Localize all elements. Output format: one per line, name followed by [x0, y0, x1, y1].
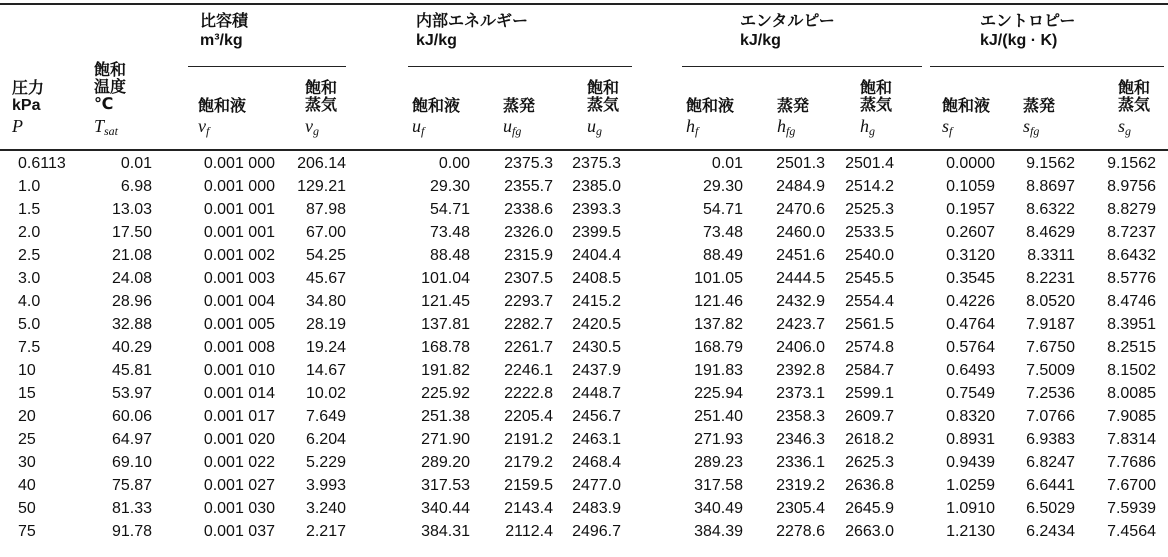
tsat-title-line2: 温度: [94, 79, 127, 96]
cell-hf: 251.40: [694, 408, 743, 425]
cell-hf: 340.49: [694, 500, 743, 517]
cell-sfg: 6.5029: [1026, 500, 1075, 517]
cell-pressure: 40: [18, 477, 36, 494]
cell-ug: 2385.0: [572, 178, 621, 195]
col-symbol-hg: $h_g$: [860, 116, 875, 138]
cell-ufg: 2246.1: [504, 362, 553, 379]
cell-hfg: 2373.1: [776, 385, 825, 402]
cell-hfg: 2346.3: [776, 431, 825, 448]
col-header-ufg: 蒸発: [503, 98, 536, 115]
cell-hf: 317.58: [694, 477, 743, 494]
cell-ufg: 2112.4: [505, 523, 553, 540]
group-header-enthalpy: [740, 12, 835, 50]
cell-hg: 2533.5: [845, 224, 894, 241]
cell-vg: 2.217: [305, 523, 346, 540]
cell-ug: 2430.5: [572, 339, 621, 356]
cell-hfg: 2278.6: [776, 523, 825, 540]
cell-sf: 1.0910: [946, 500, 995, 517]
cell-ufg: 2338.6: [504, 201, 553, 218]
cell-sfg: 7.0766: [1026, 408, 1075, 425]
cell-ug: 2420.5: [572, 316, 621, 333]
cell-vg: 5.229: [305, 454, 346, 471]
cell-hf: 101.05: [694, 270, 743, 287]
cell-ufg: 2179.2: [504, 454, 553, 471]
cell-pressure: 1.0: [18, 178, 41, 195]
cell-hfg: 2392.8: [776, 362, 825, 379]
cell-uf: 137.81: [421, 316, 470, 333]
cell-pressure: 50: [18, 500, 36, 517]
cell-sf: 0.1059: [946, 178, 995, 195]
cell-sfg: 6.8247: [1026, 454, 1075, 471]
cell-tsat: 81.33: [111, 500, 152, 517]
cell-tsat: 6.98: [120, 178, 152, 195]
cell-vf: 0.001 010: [203, 362, 275, 379]
cell-hfg: 2305.4: [776, 500, 825, 517]
cell-tsat: 69.10: [111, 454, 152, 471]
cell-sfg: 8.3311: [1027, 247, 1075, 264]
cell-uf: 168.78: [421, 339, 470, 356]
col-header-sf: 飽和液: [942, 98, 991, 115]
cell-sfg: 6.9383: [1026, 431, 1075, 448]
cell-hg: 2584.7: [845, 362, 894, 379]
cell-sg: 8.9756: [1107, 178, 1156, 195]
cell-sg: 7.7686: [1107, 454, 1156, 471]
cell-tsat: 0.01: [120, 155, 152, 172]
cell-vg: 129.21: [297, 178, 346, 195]
cell-sf: 0.6493: [946, 362, 995, 379]
cell-sg: 8.6432: [1107, 247, 1156, 264]
cell-vg: 14.67: [305, 362, 346, 379]
col-symbol-ug: $u_g$: [587, 116, 602, 138]
cell-hfg: 2358.3: [776, 408, 825, 425]
cell-hfg: 2484.9: [776, 178, 825, 195]
cell-sfg: 8.4629: [1026, 224, 1075, 241]
cell-hg: 2663.0: [845, 523, 894, 540]
cell-hf: 0.01: [711, 155, 743, 172]
cell-pressure: 25: [18, 431, 36, 448]
cell-uf: 225.92: [421, 385, 470, 402]
col-header-hf: 飽和液: [686, 98, 735, 115]
group-header-specific-volume: [200, 12, 248, 50]
cell-uf: 251.38: [421, 408, 470, 425]
col-symbol-sf: $s_f$: [942, 116, 953, 138]
col-header-vf: 飽和液: [198, 98, 247, 115]
cell-tsat: 91.78: [111, 523, 152, 540]
cell-sfg: 8.2231: [1026, 270, 1075, 287]
cell-pressure: 20: [18, 408, 36, 425]
pressure-symbol: P: [12, 116, 23, 136]
cell-hf: 168.79: [694, 339, 743, 356]
cell-hg: 2618.2: [845, 431, 894, 448]
cell-vg: 45.67: [305, 270, 346, 287]
cell-ufg: 2282.7: [504, 316, 553, 333]
cell-hfg: 2470.6: [776, 201, 825, 218]
cell-uf: 0.00: [438, 155, 470, 172]
cell-ufg: 2191.2: [504, 431, 553, 448]
cell-hg: 2561.5: [845, 316, 894, 333]
cell-pressure: 2.0: [18, 224, 41, 241]
tsat-symbol: $T_{sat}$: [94, 116, 119, 138]
cell-sf: 0.2607: [946, 224, 995, 241]
group-rule-enthalpy: [682, 66, 922, 67]
cell-sg: 7.9085: [1107, 408, 1156, 425]
cell-hg: 2636.8: [845, 477, 894, 494]
cell-ufg: 2326.0: [504, 224, 553, 241]
cell-uf: 54.71: [429, 201, 470, 218]
group-title: エンタルピー: [740, 13, 835, 30]
cell-vg: 7.649: [305, 408, 346, 425]
pressure-header: [12, 80, 44, 114]
cell-ug: 2415.2: [572, 293, 621, 310]
cell-hf: 225.94: [694, 385, 743, 402]
cell-sf: 0.9439: [946, 454, 995, 471]
cell-sfg: 7.9187: [1026, 316, 1075, 333]
cell-hf: 88.49: [702, 247, 743, 264]
cell-sfg: 9.1562: [1026, 155, 1075, 172]
cell-vg: 54.25: [305, 247, 346, 264]
cell-vf: 0.001 003: [203, 270, 275, 287]
cell-hfg: 2432.9: [776, 293, 825, 310]
cell-hg: 2525.3: [845, 201, 894, 218]
cell-hg: 2625.3: [845, 454, 894, 471]
cell-vf: 0.001 017: [203, 408, 275, 425]
cell-vg: 10.02: [305, 385, 346, 402]
cell-pressure: 10: [18, 362, 36, 379]
cell-vf: 0.001 020: [203, 431, 275, 448]
cell-ug: 2437.9: [572, 362, 621, 379]
cell-sfg: 6.6441: [1026, 477, 1075, 494]
cell-ufg: 2143.4: [504, 500, 553, 517]
cell-sg: 7.8314: [1107, 431, 1156, 448]
cell-ufg: 2222.8: [504, 385, 553, 402]
cell-vf: 0.001 001: [203, 224, 275, 241]
cell-ufg: 2355.7: [504, 178, 553, 195]
cell-ufg: 2375.3: [504, 155, 553, 172]
group-unit: kJ/kg: [416, 32, 457, 49]
cell-ug: 2483.9: [572, 500, 621, 517]
cell-sf: 0.8320: [946, 408, 995, 425]
col-header-sg: 飽和 蒸気: [1118, 80, 1151, 114]
cell-hg: 2540.0: [845, 247, 894, 264]
cell-hf: 29.30: [702, 178, 743, 195]
cell-hfg: 2406.0: [776, 339, 825, 356]
col-symbol-uf: $u_f$: [412, 116, 425, 138]
cell-vf: 0.001 027: [203, 477, 275, 494]
cell-tsat: 32.88: [111, 316, 152, 333]
cell-uf: 29.30: [429, 178, 470, 195]
cell-pressure: 15: [18, 385, 36, 402]
col-header-uf: 飽和液: [412, 98, 461, 115]
cell-tsat: 17.50: [111, 224, 152, 241]
group-rule-internal-energy: [408, 66, 632, 67]
group-unit: kJ/kg: [740, 32, 781, 49]
cell-sfg: 7.5009: [1026, 362, 1075, 379]
col-header-hg: 飽和 蒸気: [860, 80, 893, 114]
cell-hf: 137.82: [694, 316, 743, 333]
cell-pressure: 4.0: [18, 293, 41, 310]
col-symbol-vf: $v_f$: [198, 116, 210, 138]
cell-uf: 271.90: [421, 431, 470, 448]
cell-vg: 87.98: [305, 201, 346, 218]
cell-uf: 340.44: [421, 500, 470, 517]
cell-sf: 0.0000: [946, 155, 995, 172]
col-symbol-ufg: $u_{fg}$: [503, 116, 522, 138]
cell-ug: 2448.7: [572, 385, 621, 402]
cell-ufg: 2307.5: [504, 270, 553, 287]
cell-pressure: 2.5: [18, 247, 41, 264]
cell-uf: 88.48: [429, 247, 470, 264]
cell-ug: 2408.5: [572, 270, 621, 287]
cell-sg: 8.1502: [1107, 362, 1156, 379]
group-title: エントロピー: [980, 13, 1076, 30]
cell-vf: 0.001 004: [203, 293, 275, 310]
cell-pressure: 3.0: [18, 270, 41, 287]
cell-uf: 101.04: [421, 270, 470, 287]
cell-sg: 8.8279: [1107, 201, 1156, 218]
cell-hfg: 2501.3: [776, 155, 825, 172]
cell-pressure: 75: [18, 523, 36, 540]
cell-hfg: 2444.5: [776, 270, 825, 287]
tsat-header: [94, 62, 126, 113]
cell-uf: 384.31: [421, 523, 470, 540]
cell-sf: 1.2130: [946, 523, 995, 540]
cell-uf: 121.45: [421, 293, 470, 310]
cell-sf: 0.7549: [946, 385, 995, 402]
col-symbol-vg: $v_g$: [305, 116, 319, 138]
cell-pressure: 30: [18, 454, 36, 471]
cell-vf: 0.001 000: [203, 178, 275, 195]
cell-hf: 121.46: [694, 293, 743, 310]
cell-hg: 2514.2: [845, 178, 894, 195]
tsat-unit: ℃: [94, 96, 114, 113]
cell-sg: 8.3951: [1107, 316, 1156, 333]
cell-hf: 54.71: [702, 201, 743, 218]
cell-tsat: 21.08: [111, 247, 152, 264]
cell-pressure: 0.6113: [18, 155, 66, 172]
cell-vg: 3.993: [305, 477, 346, 494]
cell-tsat: 64.97: [111, 431, 152, 448]
cell-vf: 0.001 005: [203, 316, 275, 333]
tsat-title-line1: 飽和: [94, 62, 127, 79]
cell-uf: 289.20: [421, 454, 470, 471]
cell-ug: 2399.5: [572, 224, 621, 241]
cell-vf: 0.001 037: [203, 523, 275, 540]
cell-hg: 2501.4: [845, 155, 894, 172]
cell-tsat: 40.29: [111, 339, 152, 356]
cell-hg: 2554.4: [845, 293, 894, 310]
cell-hfg: 2423.7: [776, 316, 825, 333]
cell-sg: 7.6700: [1107, 477, 1156, 494]
col-header-sfg: 蒸発: [1023, 98, 1056, 115]
cell-tsat: 13.03: [111, 201, 152, 218]
group-title: 内部エネルギー: [416, 13, 529, 30]
group-unit: kJ/(kg · K): [980, 32, 1058, 49]
cell-tsat: 75.87: [111, 477, 152, 494]
cell-ug: 2463.1: [572, 431, 621, 448]
cell-hg: 2545.5: [845, 270, 894, 287]
col-symbol-hf: $h_f$: [686, 116, 699, 138]
cell-sf: 0.8931: [946, 431, 995, 448]
cell-tsat: 24.08: [111, 270, 152, 287]
group-rule-entropy: [930, 66, 1164, 67]
cell-hfg: 2336.1: [776, 454, 825, 471]
cell-uf: 317.53: [421, 477, 470, 494]
cell-sf: 1.0259: [946, 477, 995, 494]
cell-sg: 7.5939: [1107, 500, 1156, 517]
top-rule: [0, 3, 1168, 5]
cell-ug: 2375.3: [572, 155, 621, 172]
cell-hfg: 2460.0: [776, 224, 825, 241]
cell-vg: 19.24: [305, 339, 346, 356]
cell-ug: 2496.7: [572, 523, 621, 540]
col-symbol-hfg: $h_{fg}$: [777, 116, 796, 138]
cell-sf: 0.1957: [946, 201, 995, 218]
cell-sg: 7.4564: [1107, 523, 1156, 540]
cell-vg: 3.240: [305, 500, 346, 517]
col-header-hfg: 蒸発: [777, 98, 810, 115]
cell-sf: 0.4226: [946, 293, 995, 310]
cell-hg: 2645.9: [845, 500, 894, 517]
cell-vg: 6.204: [305, 431, 346, 448]
cell-sf: 0.3120: [946, 247, 995, 264]
cell-ufg: 2205.4: [504, 408, 553, 425]
cell-tsat: 60.06: [111, 408, 152, 425]
pressure-title: 圧力: [12, 80, 45, 97]
cell-vf: 0.001 014: [203, 385, 275, 402]
cell-ug: 2456.7: [572, 408, 621, 425]
cell-sg: 8.5776: [1107, 270, 1156, 287]
cell-hg: 2574.8: [845, 339, 894, 356]
cell-pressure: 1.5: [18, 201, 41, 218]
cell-sg: 8.4746: [1107, 293, 1156, 310]
group-header-internal-energy: [416, 12, 528, 50]
cell-sfg: 8.0520: [1026, 293, 1075, 310]
cell-hf: 191.83: [694, 362, 743, 379]
cell-hg: 2609.7: [845, 408, 894, 425]
cell-vf: 0.001 008: [203, 339, 275, 356]
cell-sfg: 6.2434: [1026, 523, 1075, 540]
group-unit: m³/kg: [200, 32, 243, 49]
cell-tsat: 53.97: [111, 385, 152, 402]
col-header-ug: 飽和 蒸気: [587, 80, 620, 114]
cell-ufg: 2261.7: [504, 339, 553, 356]
col-symbol-sfg: $s_{fg}$: [1023, 116, 1040, 138]
group-rule-specific-volume: [188, 66, 346, 67]
cell-vg: 67.00: [305, 224, 346, 241]
cell-sf: 0.4764: [946, 316, 995, 333]
cell-uf: 73.48: [429, 224, 470, 241]
cell-vf: 0.001 000: [203, 155, 275, 172]
cell-sfg: 7.2536: [1026, 385, 1075, 402]
cell-ufg: 2315.9: [504, 247, 553, 264]
cell-hg: 2599.1: [845, 385, 894, 402]
cell-hfg: 2319.2: [776, 477, 825, 494]
cell-vf: 0.001 022: [203, 454, 275, 471]
cell-hfg: 2451.6: [776, 247, 825, 264]
cell-vg: 206.14: [297, 155, 346, 172]
cell-ug: 2393.3: [572, 201, 621, 218]
cell-hf: 73.48: [702, 224, 743, 241]
cell-vf: 0.001 030: [203, 500, 275, 517]
cell-sfg: 7.6750: [1026, 339, 1075, 356]
cell-hf: 271.93: [694, 431, 743, 448]
cell-vg: 34.80: [305, 293, 346, 310]
pressure-unit: kPa: [12, 97, 41, 114]
cell-pressure: 5.0: [18, 316, 41, 333]
cell-sg: 8.7237: [1107, 224, 1156, 241]
cell-ufg: 2293.7: [504, 293, 553, 310]
cell-ug: 2468.4: [572, 454, 621, 471]
cell-vf: 0.001 002: [203, 247, 275, 264]
cell-sf: 0.3545: [946, 270, 995, 287]
cell-ufg: 2159.5: [504, 477, 553, 494]
cell-vf: 0.001 001: [203, 201, 275, 218]
cell-uf: 191.82: [421, 362, 470, 379]
cell-tsat: 28.96: [111, 293, 152, 310]
cell-sf: 0.5764: [946, 339, 995, 356]
group-title: 比容積: [200, 13, 249, 30]
cell-vg: 28.19: [305, 316, 346, 333]
col-header-vg: 飽和 蒸気: [305, 80, 338, 114]
cell-sg: 9.1562: [1107, 155, 1156, 172]
cell-ug: 2404.4: [572, 247, 621, 264]
cell-hf: 289.23: [694, 454, 743, 471]
group-header-entropy: [980, 12, 1075, 50]
cell-pressure: 7.5: [18, 339, 41, 356]
cell-hf: 384.39: [694, 523, 743, 540]
header-bottom-rule: [0, 149, 1168, 151]
cell-sg: 8.0085: [1107, 385, 1156, 402]
cell-sfg: 8.6322: [1026, 201, 1075, 218]
cell-sfg: 8.8697: [1026, 178, 1075, 195]
cell-ug: 2477.0: [572, 477, 621, 494]
col-symbol-sg: $s_g$: [1118, 116, 1132, 138]
cell-tsat: 45.81: [111, 362, 152, 379]
cell-sg: 8.2515: [1107, 339, 1156, 356]
